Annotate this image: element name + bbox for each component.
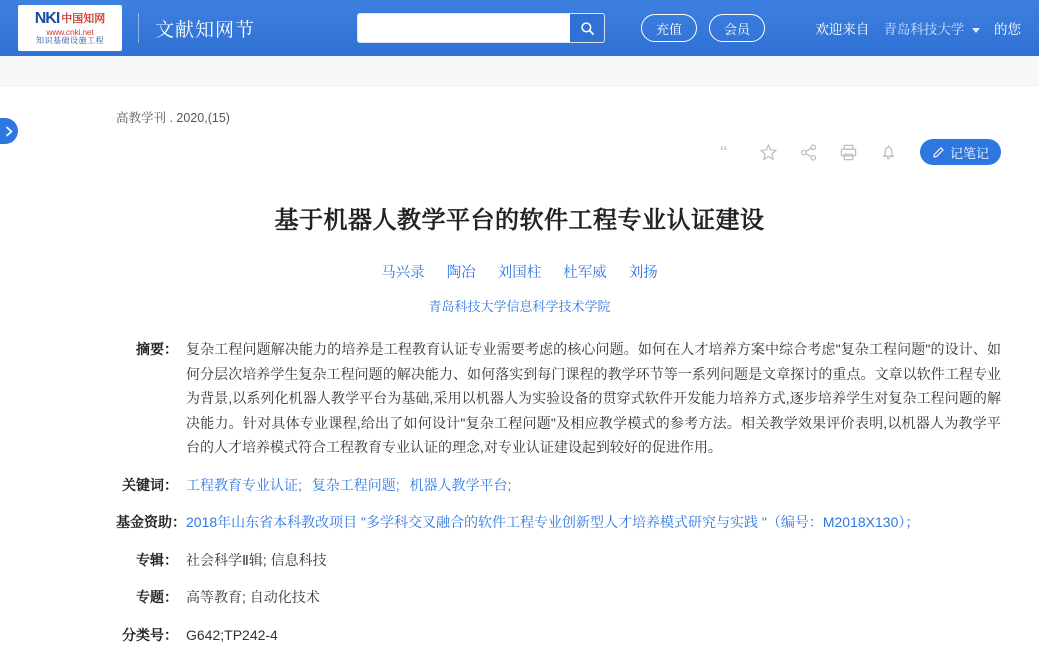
welcome-tail-text: 的您	[994, 18, 1021, 38]
funding-label: 基金资助：	[116, 510, 178, 535]
author-item[interactable]: 刘国柱	[498, 265, 542, 281]
abstract-label: 摘要：	[116, 337, 178, 460]
article-toolbar	[0, 138, 1039, 166]
quote-icon	[720, 144, 738, 160]
header-action-pills	[641, 14, 765, 42]
search-box	[357, 13, 605, 43]
collection-label: 专辑：	[116, 548, 178, 573]
metadata-row-funding	[116, 510, 1001, 535]
logo-chinese-text: 中国知网	[61, 14, 105, 26]
topic-label: 专题：	[116, 585, 178, 610]
take-notes-button[interactable]	[920, 139, 1001, 165]
search-icon	[580, 21, 595, 36]
alert-button[interactable]	[878, 141, 900, 163]
article-content	[0, 86, 1039, 647]
svg-text:“: “	[720, 142, 728, 161]
author-item[interactable]: 陶冶	[447, 265, 476, 281]
classification-value: G642;TP242-4	[186, 623, 1001, 647]
metadata-row-abstract	[116, 337, 1001, 460]
author-item[interactable]: 刘扬	[629, 265, 658, 281]
keywords-label: 关键词：	[116, 473, 178, 498]
keywords-value	[186, 473, 1001, 498]
quote-button[interactable]	[718, 141, 740, 163]
classification-label: 分类号：	[116, 623, 178, 647]
chevron-down-icon	[972, 28, 980, 33]
search-button[interactable]	[570, 14, 604, 42]
topic-value: 高等教育; 自动化技术	[186, 585, 1001, 610]
print-button[interactable]	[838, 141, 860, 163]
logo-top-row	[35, 11, 106, 28]
keyword-item[interactable]: 工程教育专业认证;	[186, 477, 302, 493]
site-header	[0, 0, 1039, 56]
favorite-button[interactable]	[758, 141, 780, 163]
header-divider	[138, 13, 139, 43]
recharge-button[interactable]: 充值	[641, 14, 697, 42]
metadata-row-keywords	[116, 473, 1001, 498]
cnki-logo[interactable]	[18, 5, 122, 51]
breadcrumb[interactable]: 高教学刊 . 2020,(15)	[0, 86, 1039, 126]
metadata-row-classification	[116, 623, 1001, 647]
bell-icon	[879, 143, 898, 162]
funding-value[interactable]: 2018年山东省本科教改项目 "多学科交叉融合的软件工程专业创新型人才培养模式研究与实践 "（编号：M2018X130）；	[186, 510, 1001, 535]
collection-value: 社会科学Ⅱ辑; 信息科技	[186, 548, 1001, 573]
abstract-value: 复杂工程问题解决能力的培养是工程教育认证专业需要考虑的核心问题。如何在人才培养方案中综合考虑"复杂工程问题"的设计、如何分层次培养学生复杂工程问题的解决能力、如何落实到每门课程的教学环节等一系列问题是文章探讨的重点。文章以软件工程专业为背景,以系列化机器人教学平台为基础,采用以机器人为实验设备的贯穿式软件开发能力培养方式,逐步培养学生对复杂工程问题的解决能力。针对具体专业课程,给出了如何设计"复杂工程问题"及相应教学模式的参考方法。相关教学效果评价表明,以机器人为教学平台的人才培养模式符合工程教育专业认证的理念,对专业认证建设起到较好的促进作用。	[186, 337, 1001, 460]
share-icon	[799, 143, 818, 162]
author-item[interactable]: 马兴录	[381, 265, 425, 281]
printer-icon	[839, 143, 858, 162]
header-user-area	[815, 18, 1021, 38]
author-item[interactable]: 杜军威	[563, 265, 607, 281]
metadata-row-topic	[116, 585, 1001, 610]
affiliation[interactable]: 青岛科技大学信息科学技术学院	[0, 296, 1039, 315]
author-list	[0, 261, 1039, 282]
site-name: 文献知网节	[155, 15, 255, 42]
share-button[interactable]	[798, 141, 820, 163]
article-metadata	[0, 337, 1039, 647]
logo-mark-text: NKI	[35, 11, 60, 28]
search-input[interactable]	[357, 13, 605, 43]
header-subbar	[0, 56, 1039, 86]
page-title: 基于机器人教学平台的软件工程专业认证建设	[0, 200, 1039, 235]
welcome-text: 欢迎来自	[815, 18, 869, 38]
keyword-item[interactable]: 复杂工程问题;	[312, 477, 400, 493]
take-notes-label: 记笔记	[950, 143, 989, 162]
keyword-item[interactable]: 机器人教学平台;	[410, 477, 512, 493]
metadata-row-collection	[116, 548, 1001, 573]
pencil-icon	[932, 146, 945, 159]
logo-subtitle-text: 知识基础设施工程	[36, 37, 104, 45]
logo-url-text: www.cnki.net	[46, 28, 93, 37]
member-button[interactable]: 会员	[709, 14, 765, 42]
organization-selector[interactable]	[883, 18, 980, 38]
star-icon	[759, 143, 778, 162]
organization-name: 青岛科技大学	[883, 22, 964, 37]
